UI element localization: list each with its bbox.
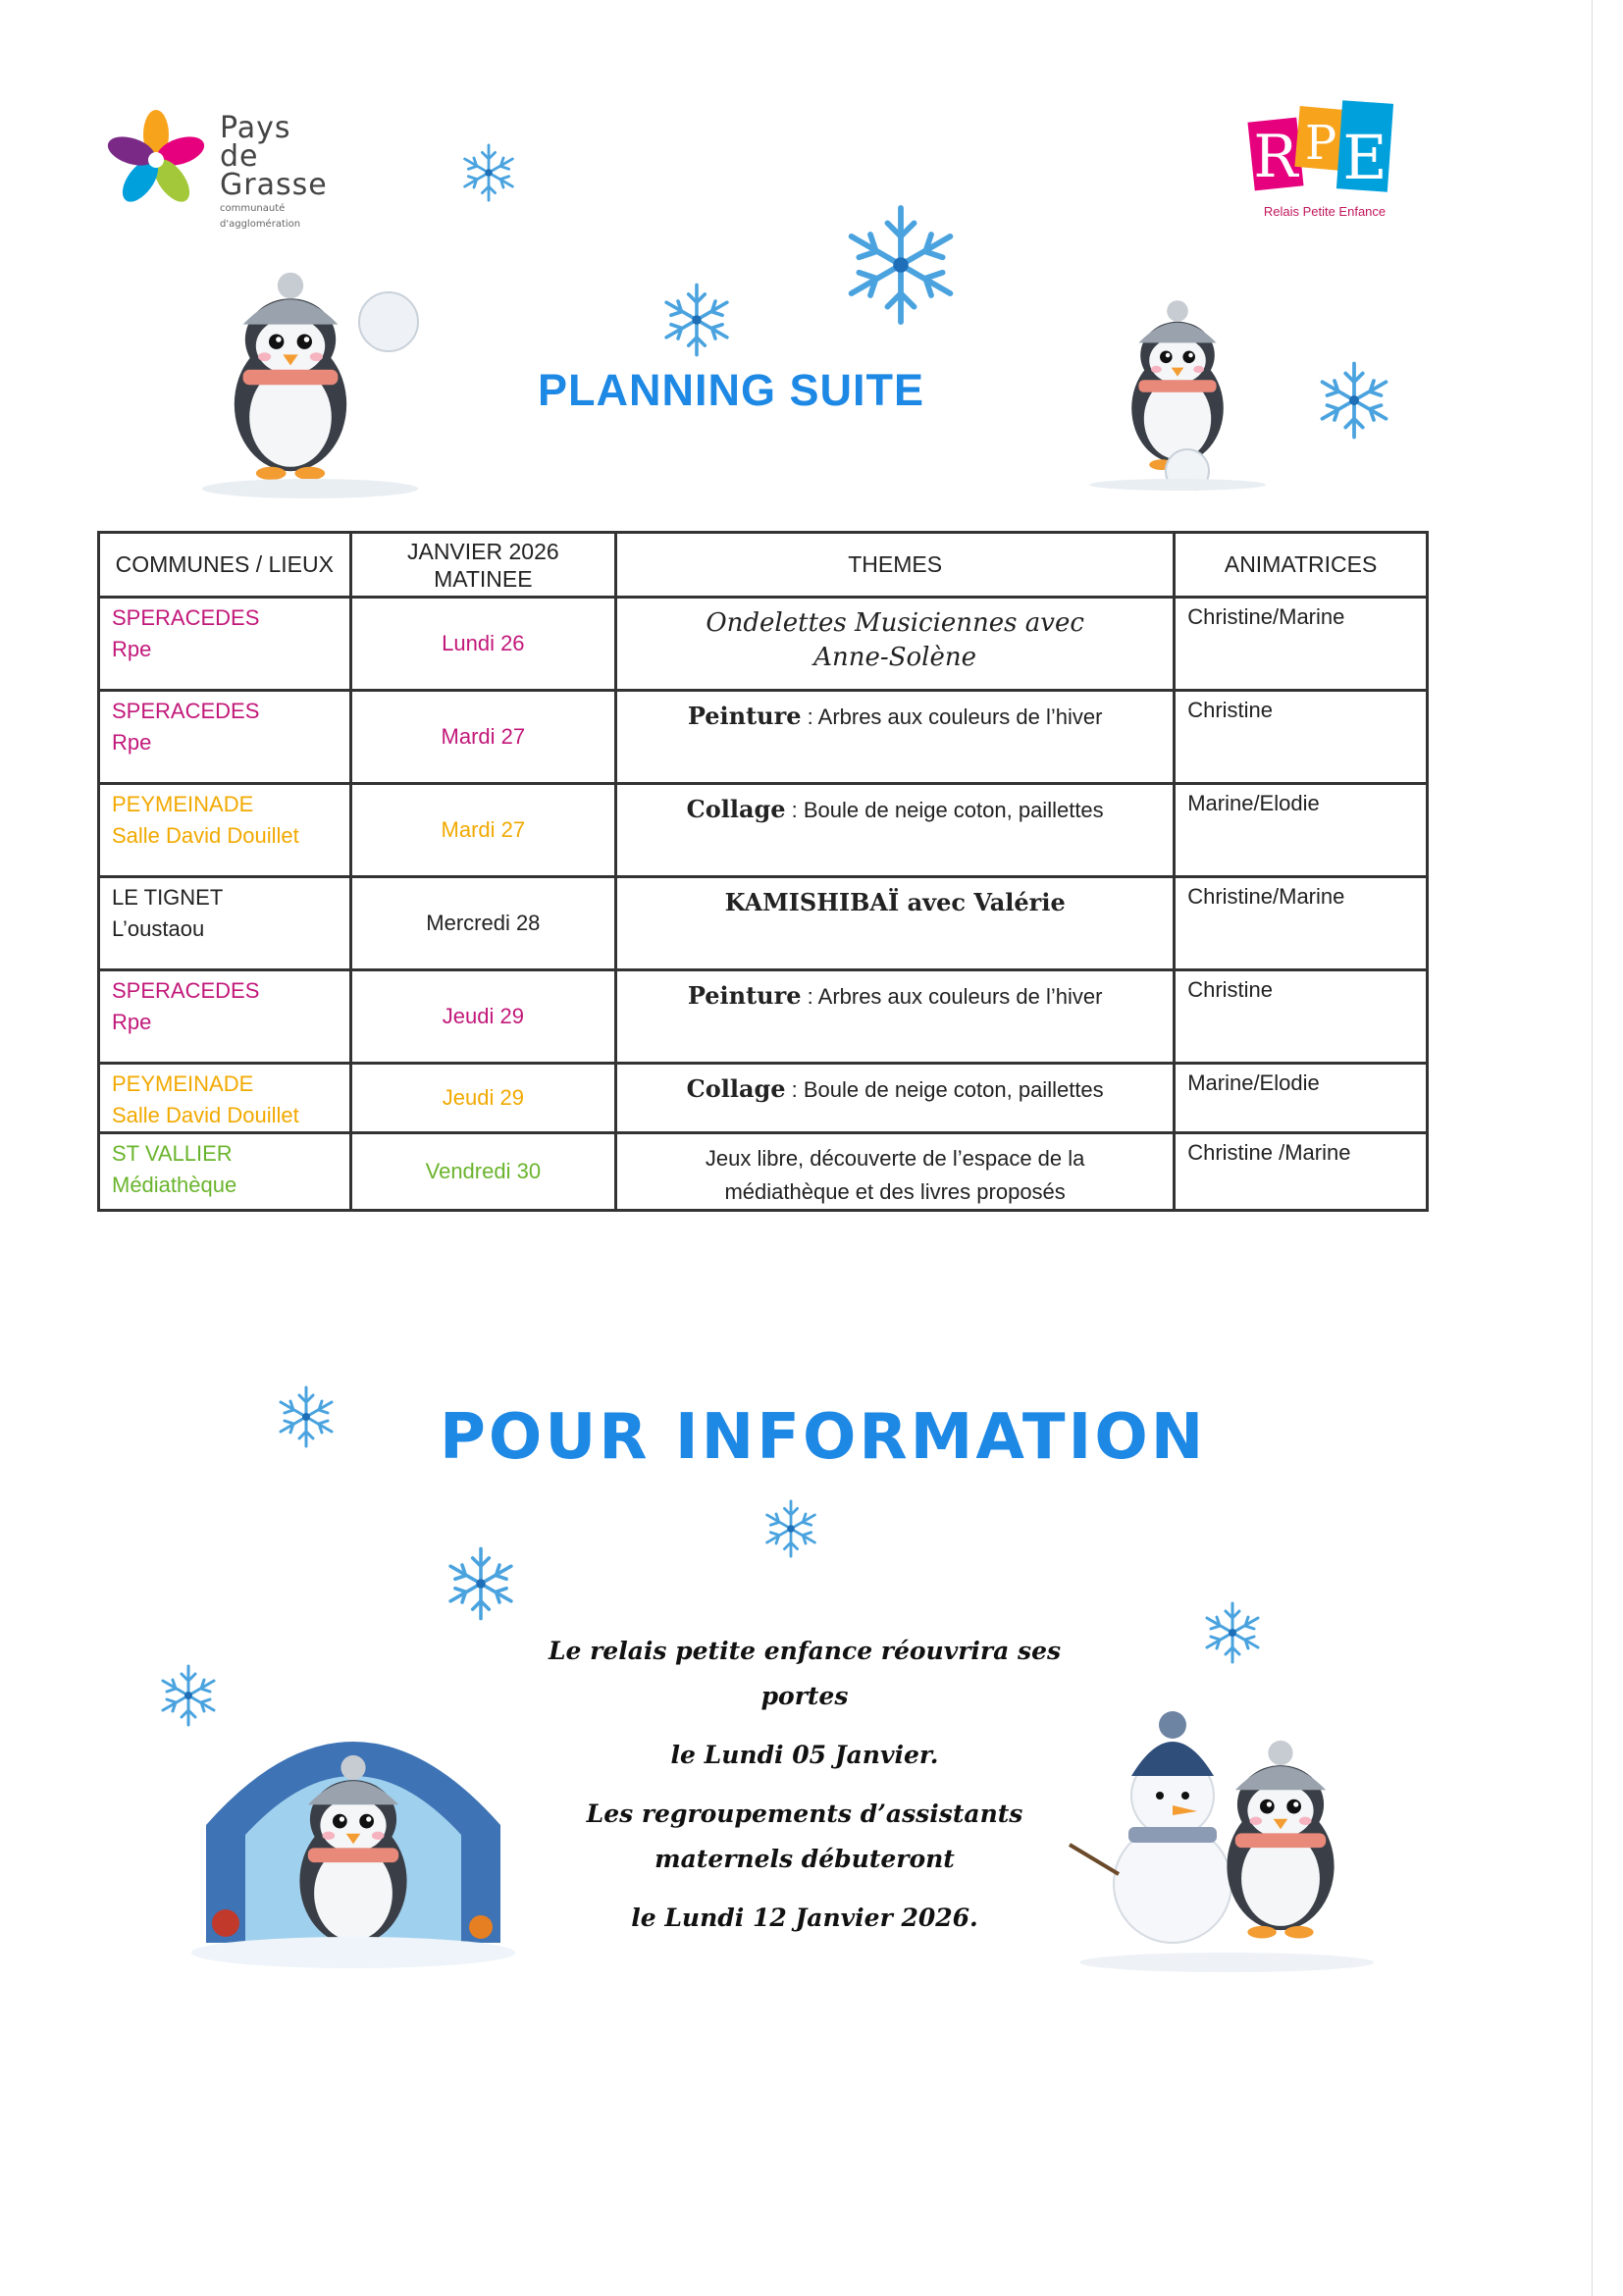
logo-word-grasse: Grasse	[220, 168, 328, 202]
theme-line1: Jeux libre, découverte de l’espace de la	[705, 1146, 1085, 1171]
planning-table	[97, 531, 1429, 1212]
snowflake-icon	[1201, 1601, 1264, 1664]
theme-cell	[616, 1133, 1175, 1211]
table-row	[99, 1133, 1428, 1211]
header-month-line1: JANVIER 2026	[406, 538, 559, 564]
lieu-cell	[99, 691, 351, 784]
logo-sub-2: d'agglomération	[220, 219, 301, 230]
lieu-name: Salle David Douillet	[112, 1103, 299, 1127]
theme-line1: Ondelettes Musiciennes avec	[706, 608, 1084, 638]
svg-text:E: E	[1342, 122, 1387, 193]
pays-de-grasse-logo	[102, 106, 338, 230]
commune-name: ST VALLIER	[112, 1141, 233, 1166]
lieu-cell	[99, 784, 351, 877]
animatrices-cell: Christine	[1175, 970, 1428, 1064]
theme-cell	[616, 1064, 1175, 1133]
svg-text:R: R	[1253, 123, 1298, 191]
theme-text: : Boule de neige coton, paillettes	[785, 798, 1104, 822]
info-title: POUR INFORMATION	[440, 1401, 1207, 1474]
snowflake-icon	[840, 204, 962, 326]
theme-cell	[616, 877, 1175, 970]
header-month	[350, 533, 615, 598]
snowflake-icon	[761, 1499, 820, 1558]
penguin-illustration	[186, 1678, 520, 1972]
animatrices-cell: Marine/Elodie	[1175, 784, 1428, 877]
snowflake-icon	[659, 283, 734, 357]
theme-prefix: KAMISHIBAÏ	[724, 888, 900, 916]
theme-prefix: Collage	[686, 795, 786, 823]
theme-text: : Boule de neige coton, paillettes	[785, 1077, 1104, 1102]
table-row	[99, 1064, 1428, 1133]
lieu-cell	[99, 877, 351, 970]
lieu-name: L’oustaou	[112, 916, 205, 941]
info-text	[530, 1629, 1079, 1941]
snowflake-icon	[459, 141, 518, 204]
page-edge-line	[1592, 0, 1593, 2296]
date-cell: Lundi 26	[350, 598, 615, 691]
animatrices-cell: Christine/Marine	[1175, 877, 1428, 970]
commune-name: SPERACEDES	[112, 699, 260, 723]
commune-name: LE TIGNET	[112, 885, 224, 910]
lieu-name: Rpe	[112, 1010, 152, 1034]
table-row	[99, 691, 1428, 784]
header-month-line2: MATINEE	[434, 565, 533, 592]
rpe-caption: Relais Petite Enfance	[1263, 204, 1387, 219]
lieu-cell	[99, 598, 351, 691]
date-cell: Mercredi 28	[350, 877, 615, 970]
theme-text: : Arbres aux couleurs de l’hiver	[801, 984, 1103, 1009]
theme-prefix: Collage	[686, 1074, 786, 1103]
lieu-cell	[99, 970, 351, 1064]
page-title: PLANNING SUITE	[538, 365, 925, 415]
header-animatrices: ANIMATRICES	[1175, 533, 1428, 598]
theme-text: avec Valérie	[899, 888, 1066, 916]
commune-name: SPERACEDES	[112, 978, 260, 1003]
lieu-name: Salle David Douillet	[112, 823, 299, 848]
table-row	[99, 877, 1428, 970]
date-cell: Jeudi 29	[350, 970, 615, 1064]
flower-logo-icon	[102, 106, 210, 214]
snowflake-icon	[1315, 361, 1393, 440]
svg-text:P: P	[1304, 116, 1337, 171]
theme-text: : Arbres aux couleurs de l’hiver	[801, 704, 1103, 729]
date-cell: Mardi 27	[350, 691, 615, 784]
logo-word-pays: Pays	[220, 111, 291, 145]
penguin-illustration	[192, 224, 428, 498]
date-cell: Mardi 27	[350, 784, 615, 877]
logo-word-de: de	[220, 139, 259, 174]
date-cell: Jeudi 29	[350, 1064, 615, 1133]
penguin-illustration	[1079, 265, 1276, 491]
snowflake-icon	[275, 1385, 338, 1448]
info-line: le Lundi 12 Janvier 2026.	[631, 1904, 978, 1932]
theme-cell	[616, 598, 1175, 691]
header-themes: THEMES	[616, 533, 1175, 598]
lieu-name: Médiathèque	[112, 1173, 237, 1197]
header-communes: COMMUNES / LIEUX	[99, 533, 351, 598]
table-header-row	[99, 533, 1428, 598]
info-line: portes	[760, 1682, 849, 1710]
theme-cell	[616, 691, 1175, 784]
table-row	[99, 970, 1428, 1064]
commune-name: PEYMEINADE	[112, 1071, 254, 1096]
theme-prefix: Peinture	[687, 702, 802, 730]
info-line: Les regroupements d’assistants	[586, 1800, 1023, 1828]
animatrices-cell: Christine /Marine	[1175, 1133, 1428, 1211]
lieu-cell	[99, 1133, 351, 1211]
lieu-name: Rpe	[112, 637, 152, 661]
animatrices-cell: Christine/Marine	[1175, 598, 1428, 691]
table-row	[99, 784, 1428, 877]
penguin-illustration	[1060, 1658, 1393, 1982]
info-line: maternels débuteront	[654, 1845, 955, 1873]
info-line: Le relais petite enfance réouvrira ses	[548, 1637, 1062, 1665]
commune-name: SPERACEDES	[112, 605, 260, 630]
info-line: le Lundi 05 Janvier.	[670, 1741, 939, 1769]
theme-cell	[616, 784, 1175, 877]
theme-line2: Anne-Solène	[813, 643, 977, 672]
lieu-name: Rpe	[112, 730, 152, 755]
snowflake-icon	[444, 1546, 518, 1621]
logo-sub-1: communauté	[220, 203, 286, 214]
animatrices-cell: Marine/Elodie	[1175, 1064, 1428, 1133]
date-cell: Vendredi 30	[350, 1133, 615, 1211]
table-row	[99, 598, 1428, 691]
theme-line2: médiathèque et des livres proposés	[724, 1179, 1066, 1204]
rpe-logo	[1246, 98, 1403, 231]
theme-prefix: Peinture	[687, 981, 802, 1010]
theme-cell	[616, 970, 1175, 1064]
animatrices-cell: Christine	[1175, 691, 1428, 784]
lieu-cell	[99, 1064, 351, 1133]
commune-name: PEYMEINADE	[112, 792, 254, 816]
